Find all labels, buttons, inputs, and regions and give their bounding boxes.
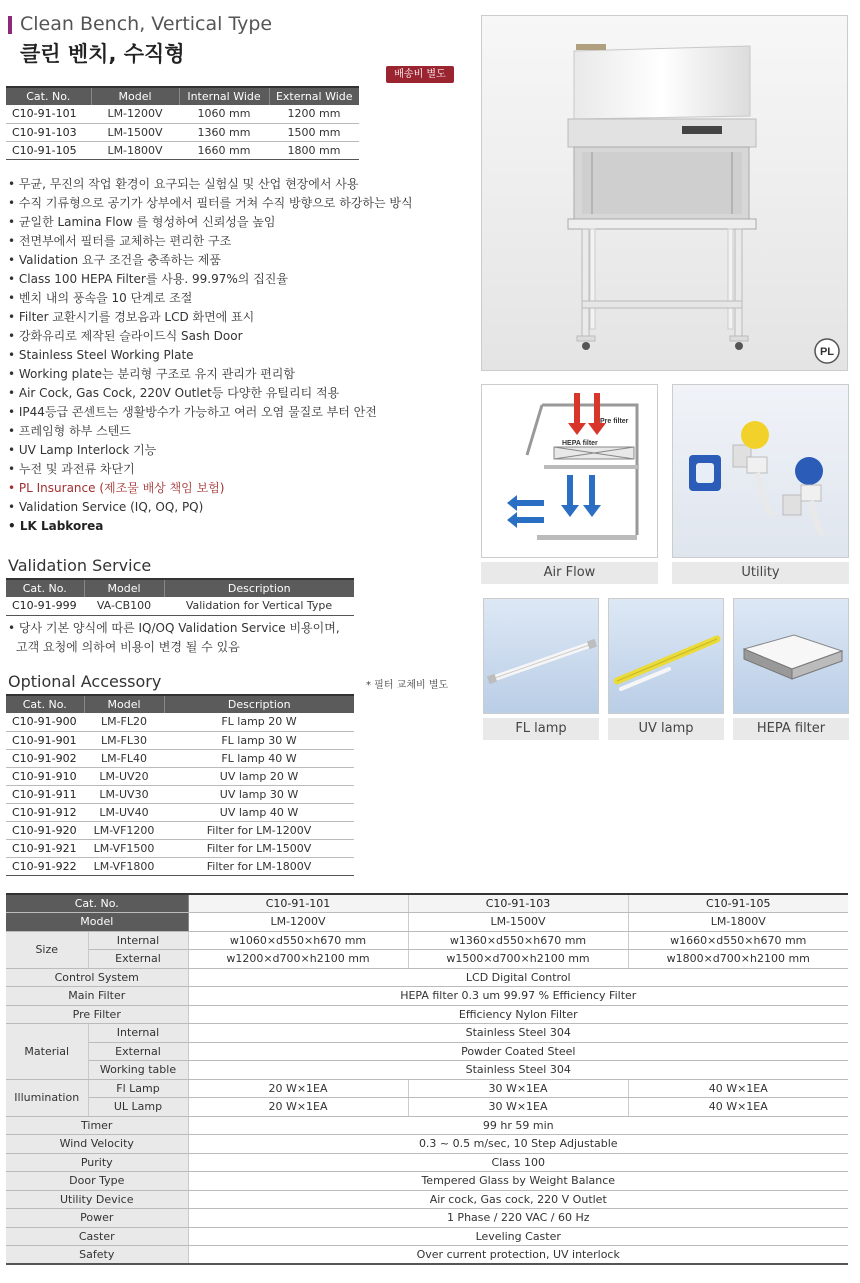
cell: FL lamp 40 W [164,749,354,767]
spec-value: Stainless Steel 304 [188,1061,848,1080]
feature-list [8,175,448,536]
feature-item: • 수직 기류형으로 공기가 상부에서 필터를 거쳐 수직 방향으로 하강하는 방식 [8,196,413,210]
prefilter-label: Pre filter [600,418,629,425]
accessory-heading: Optional Accessory [8,672,162,691]
cell: C10-91-901 [6,731,84,749]
spec-label: Model [6,913,188,932]
feature-item: • 프레임형 하부 스텐드 [8,424,131,438]
spec-row [6,1172,848,1191]
table-row [6,803,354,821]
spec-value: Class 100 [188,1153,848,1172]
spec-row [6,1061,848,1080]
cell: C10-91-911 [6,785,84,803]
models-table [6,86,359,160]
feature-item: • 벤치 내의 풍속을 10 단계로 조절 [8,291,193,305]
feature-item: • UV Lamp Interlock 기능 [8,443,157,457]
airflow-image [481,384,658,558]
spec-value: LM-1800V [628,913,848,932]
spec-value: Leveling Caster [188,1227,848,1246]
spec-value: w1800×d700×h2100 mm [628,950,848,969]
spec-sublabel: Internal [88,1024,188,1043]
cell: C10-91-902 [6,749,84,767]
cell: LM-UV40 [84,803,164,821]
caption-hepa-filter: HEPA filter [733,718,849,740]
feature-item: • 무균, 무진의 작업 환경이 요구되는 실험실 및 산업 현장에서 사용 [8,177,359,191]
spec-header-cat: Cat. No. [6,894,188,913]
cell: Filter for LM-1200V [164,821,354,839]
models-table-header [6,87,359,105]
table-row [6,821,354,839]
fl-lamp-illustration [484,599,599,714]
uv-lamp-illustration [609,599,724,714]
spec-row [6,1079,848,1098]
col-header: Cat. No. [6,695,84,713]
spec-sublabel: Fl Lamp [88,1079,188,1098]
cell: C10-91-912 [6,803,84,821]
spec-cat-no: C10-91-103 [408,894,628,913]
spec-label: Material [6,1024,88,1080]
table-row [6,105,359,123]
spec-sublabel: Working table [88,1061,188,1080]
cell: Filter for LM-1800V [164,857,354,875]
product-image [481,15,848,371]
spec-row [6,1209,848,1228]
hepa-label: HEPA filter [562,440,598,447]
feature-item: • 누전 및 과전류 차단기 [8,462,135,476]
cell: LM-1800V [91,141,179,159]
cell: C10-91-922 [6,857,84,875]
feature-item-pl-insurance: • PL Insurance (제조물 배상 책임 보험) [8,481,225,495]
table-row [6,839,354,857]
spec-row [6,1227,848,1246]
title-accent-bar [8,16,12,34]
hepa-filter-illustration [734,599,849,714]
spec-value: 0.3 ~ 0.5 m/sec, 10 Step Adjustable [188,1135,848,1154]
cell: LM-UV30 [84,785,164,803]
spec-value: Powder Coated Steel [188,1042,848,1061]
spec-row-size-external [6,950,848,969]
table-row [6,597,354,615]
spec-label: Timer [6,1116,188,1135]
cell: 1660 mm [179,141,269,159]
spec-row [6,1042,848,1061]
spec-label: Main Filter [6,987,188,1006]
cell: C10-91-105 [6,141,91,159]
spec-row [6,1190,848,1209]
spec-sublabel: External [88,950,188,969]
spec-value: w1500×d700×h2100 mm [408,950,628,969]
spec-value: Tempered Glass by Weight Balance [188,1172,848,1191]
cell: C10-91-920 [6,821,84,839]
cell: LM-1200V [91,105,179,123]
feature-item-brand: • LK Labkorea [8,519,104,533]
validation-table [6,578,354,616]
caption-utility: Utility [672,562,849,584]
spec-label: Wind Velocity [6,1135,188,1154]
spec-row [6,1098,848,1117]
cell: 1500 mm [269,123,359,141]
spec-value: LM-1200V [188,913,408,932]
feature-item: • Filter 교환시기를 경보음과 LCD 화면에 표시 [8,310,255,324]
spec-label: Control System [6,968,188,987]
spec-value: 30 W×1EA [408,1079,628,1098]
cell: VA-CB100 [84,597,164,615]
feature-item: • Class 100 HEPA Filter를 사용. 99.97%의 집진율 [8,272,288,286]
validation-table-header [6,579,354,597]
spec-row [6,1005,848,1024]
cell: LM-UV20 [84,767,164,785]
feature-item: • Stainless Steel Working Plate [8,348,194,362]
table-row [6,731,354,749]
cell: C10-91-999 [6,597,84,615]
validation-heading: Validation Service [8,556,152,575]
cell: C10-91-921 [6,839,84,857]
spec-value: Air cock, Gas cock, 220 V Outlet [188,1190,848,1209]
feature-item: • Validation 요구 조건을 충족하는 제품 [8,253,221,267]
spec-value: 20 W×1EA [188,1098,408,1117]
cell: UV lamp 30 W [164,785,354,803]
spec-label: Safety [6,1246,188,1265]
feature-item: • IP44등급 콘센트는 생활방수가 가능하고 여러 오염 물질로 부터 안전 [8,405,377,419]
feature-item: • 전면부에서 필터를 교체하는 편리한 구조 [8,234,232,248]
spec-value: 40 W×1EA [628,1079,848,1098]
cell: Filter for LM-1500V [164,839,354,857]
cell: FL lamp 20 W [164,713,354,731]
spec-value: HEPA filter 0.3 um 99.97 % Efficiency Filter [188,987,848,1006]
spec-row-size-internal [6,931,848,950]
col-header: Description [164,695,354,713]
spec-row-model [6,913,848,932]
caption-fl-lamp: FL lamp [483,718,599,740]
table-row [6,713,354,731]
cell: LM-VF1800 [84,857,164,875]
spec-row [6,1246,848,1265]
spec-value: 99 hr 59 min [188,1116,848,1135]
cell: 1360 mm [179,123,269,141]
uv-lamp-image [608,598,724,714]
spec-value: w1360×d550×h670 mm [408,931,628,950]
cell: C10-91-101 [6,105,91,123]
spec-header-row [6,894,848,913]
spec-label: Caster [6,1227,188,1246]
col-header: Model [84,695,164,713]
accessory-table-header [6,695,354,713]
spec-row [6,1135,848,1154]
feature-item: • Air Cock, Gas Cock, 220V Outlet등 다양한 유틸리티 적용 [8,386,340,400]
spec-label: Utility Device [6,1190,188,1209]
col-header: Internal Wide [179,87,269,105]
feature-item: • 균일한 Lamina Flow 를 형성하여 신뢰성을 높임 [8,215,276,229]
cell: C10-91-900 [6,713,84,731]
table-row [6,123,359,141]
accessory-table [6,694,354,876]
cell: C10-91-103 [6,123,91,141]
feature-item: • 강화유리로 제작된 슬라이드식 Sash Door [8,329,243,343]
cell: LM-FL40 [84,749,164,767]
col-header: Cat. No. [6,87,91,105]
spec-cat-no: C10-91-101 [188,894,408,913]
spec-row [6,987,848,1006]
cell: UV lamp 40 W [164,803,354,821]
spec-value: w1200×d700×h2100 mm [188,950,408,969]
caption-air-flow: Air Flow [481,562,658,584]
feature-item: • Working plate는 분리형 구조로 유지 관리가 편리함 [8,367,295,381]
spec-sublabel: External [88,1042,188,1061]
spec-label: Door Type [6,1172,188,1191]
spec-row [6,968,848,987]
cell: LM-1500V [91,123,179,141]
title-english: Clean Bench, Vertical Type [20,13,273,35]
spec-row [6,1024,848,1043]
spec-value: Stainless Steel 304 [188,1024,848,1043]
table-row [6,785,354,803]
title-korean: 클린 벤치, 수직형 [20,42,185,66]
spec-row [6,1153,848,1172]
spec-value: w1660×d550×h670 mm [628,931,848,950]
hepa-filter-image [733,598,849,714]
cell: FL lamp 30 W [164,731,354,749]
spec-value: w1060×d550×h670 mm [188,931,408,950]
col-header: Model [84,579,164,597]
cell: UV lamp 20 W [164,767,354,785]
spec-sublabel: Internal [88,931,188,950]
cell: Validation for Vertical Type [164,597,354,615]
cell: LM-FL20 [84,713,164,731]
col-header: Model [91,87,179,105]
feature-item: • Validation Service (IQ, OQ, PQ) [8,500,204,514]
table-row [6,141,359,159]
cell: LM-FL30 [84,731,164,749]
cell: 1200 mm [269,105,359,123]
spec-value: 1 Phase / 220 VAC / 60 Hz [188,1209,848,1228]
clean-bench-illustration [482,16,848,371]
col-header: External Wide [269,87,359,105]
filter-note: * 필터 교체비 별도 [366,680,449,691]
col-header: Cat. No. [6,579,84,597]
cell: 1800 mm [269,141,359,159]
caption-uv-lamp: UV lamp [608,718,724,740]
spec-value: 30 W×1EA [408,1098,628,1117]
table-row [6,749,354,767]
utility-image [672,384,849,558]
spec-table [6,893,848,1265]
airflow-diagram [482,385,658,558]
spec-value: Efficiency Nylon Filter [188,1005,848,1024]
spec-row [6,1116,848,1135]
col-header: Description [164,579,354,597]
spec-label: Pre Filter [6,1005,188,1024]
cell: LM-VF1200 [84,821,164,839]
spec-label: Purity [6,1153,188,1172]
pl-mark: PL [819,346,835,358]
cell: LM-VF1500 [84,839,164,857]
cell: 1060 mm [179,105,269,123]
spec-label: Illumination [6,1079,88,1116]
spec-label: Power [6,1209,188,1228]
spec-value: 20 W×1EA [188,1079,408,1098]
fl-lamp-image [483,598,599,714]
spec-value: LCD Digital Control [188,968,848,987]
validation-note-1: • 당사 기본 양식에 따른 IQ/OQ Validation Service 비용이며, [8,621,340,635]
table-row [6,767,354,785]
spec-sublabel: UL Lamp [88,1098,188,1117]
shipping-badge: 배송비 별도 [386,66,454,83]
spec-cat-no: C10-91-105 [628,894,848,913]
spec-value: 40 W×1EA [628,1098,848,1117]
utility-cocks-illustration [673,385,849,558]
validation-note-2: 고객 요청에 의하여 비용이 변경 될 수 있음 [16,640,240,654]
cell: C10-91-910 [6,767,84,785]
table-row [6,857,354,875]
spec-label: Size [6,931,88,968]
spec-value: LM-1500V [408,913,628,932]
spec-value: Over current protection, UV interlock [188,1246,848,1265]
